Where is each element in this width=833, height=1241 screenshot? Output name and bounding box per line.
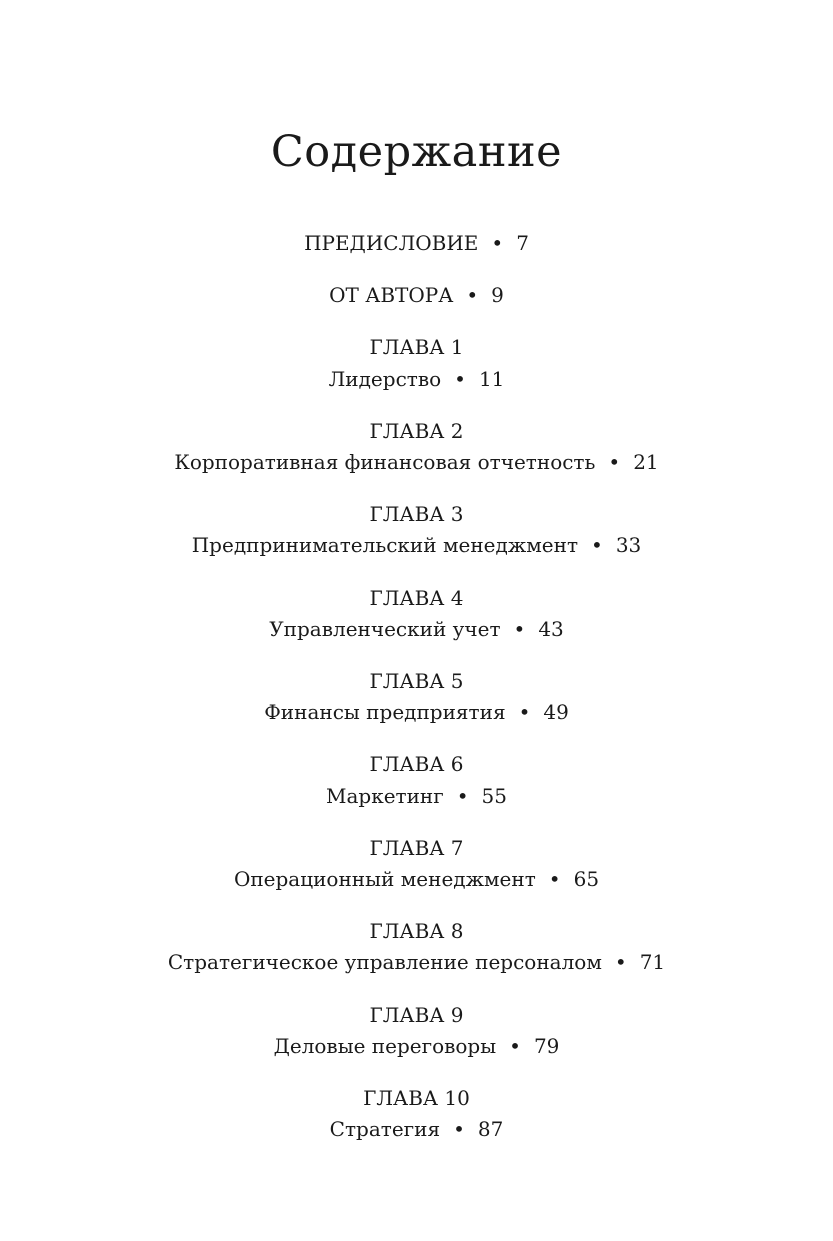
chapter-heading: ГЛАВА 6 — [369, 752, 464, 776]
separator-dot: • — [591, 533, 603, 557]
separator-dot: • — [456, 784, 469, 808]
toc-entry-chapter-7 — [0, 865, 833, 893]
chapter-heading: ГЛАВА 5 — [369, 669, 464, 693]
toc-entry-chapter-9 — [0, 1032, 833, 1060]
toc-entry-preface — [0, 229, 833, 257]
chapter-title: Деловые переговоры — [273, 1034, 497, 1058]
chapter-heading: ГЛАВА 4 — [369, 586, 464, 610]
chapter-heading: ГЛАВА 9 — [369, 1003, 464, 1027]
separator-dot: • — [509, 1034, 521, 1058]
page-number: 43 — [538, 617, 564, 641]
page-number: 79 — [533, 1034, 560, 1058]
chapter-title: Предпринимательский менеджмент — [191, 533, 579, 557]
page-number: 33 — [615, 533, 642, 557]
separator-dot: • — [513, 617, 526, 641]
page-number: 55 — [481, 784, 507, 808]
toc-entry-chapter-8 — [0, 948, 833, 976]
page-title: Содержание — [270, 127, 563, 177]
chapter-title: Стратегическое управление персоналом — [167, 950, 602, 974]
page-number: 71 — [639, 950, 666, 974]
chapter-title: Управленческий учет — [269, 617, 501, 641]
separator-dot: • — [614, 950, 627, 974]
chapter-title: Операционный менеджмент — [233, 867, 536, 891]
chapter-title: Финансы предприятия — [264, 700, 506, 724]
separator-dot: • — [454, 367, 466, 391]
page-number: 65 — [573, 867, 600, 891]
entry-heading: ОТ АВТОРА — [329, 283, 454, 307]
chapter-heading: ГЛАВА 10 — [363, 1086, 470, 1110]
chapter-heading: ГЛАВА 7 — [369, 836, 464, 860]
toc-entry-chapter-2 — [0, 448, 833, 476]
chapter-heading: ГЛАВА 3 — [369, 502, 464, 526]
toc-entry-from-author — [0, 281, 833, 309]
chapter-title: Лидерство — [328, 367, 442, 391]
page-number: 9 — [491, 283, 504, 307]
entry-heading: ПРЕДИСЛОВИЕ — [304, 231, 479, 255]
chapter-heading: ГЛАВА 2 — [369, 419, 464, 443]
page-number: 11 — [478, 367, 505, 391]
toc-entry-chapter-5 — [0, 698, 833, 726]
chapter-title: Стратегия — [329, 1117, 441, 1141]
toc-entry-chapter-3 — [0, 531, 833, 559]
separator-dot: • — [608, 450, 621, 474]
separator-dot: • — [466, 283, 479, 307]
page-number: 7 — [516, 231, 529, 255]
page-number: 21 — [633, 450, 659, 474]
toc-entry-chapter-1 — [0, 365, 833, 393]
chapter-heading: ГЛАВА 1 — [369, 335, 464, 359]
toc-entry-chapter-4 — [0, 615, 833, 643]
separator-dot: • — [453, 1117, 465, 1141]
chapter-heading: ГЛАВА 8 — [369, 919, 464, 943]
chapter-title: Маркетинг — [326, 784, 444, 808]
separator-dot: • — [518, 700, 531, 724]
toc-entry-chapter-10 — [0, 1115, 833, 1143]
page-number: 87 — [477, 1117, 504, 1141]
separator-dot: • — [491, 231, 504, 255]
chapter-title: Корпоративная финансовая отчетность — [174, 450, 596, 474]
separator-dot: • — [548, 867, 561, 891]
toc-entry-chapter-6 — [0, 782, 833, 810]
page-number: 49 — [543, 700, 569, 724]
